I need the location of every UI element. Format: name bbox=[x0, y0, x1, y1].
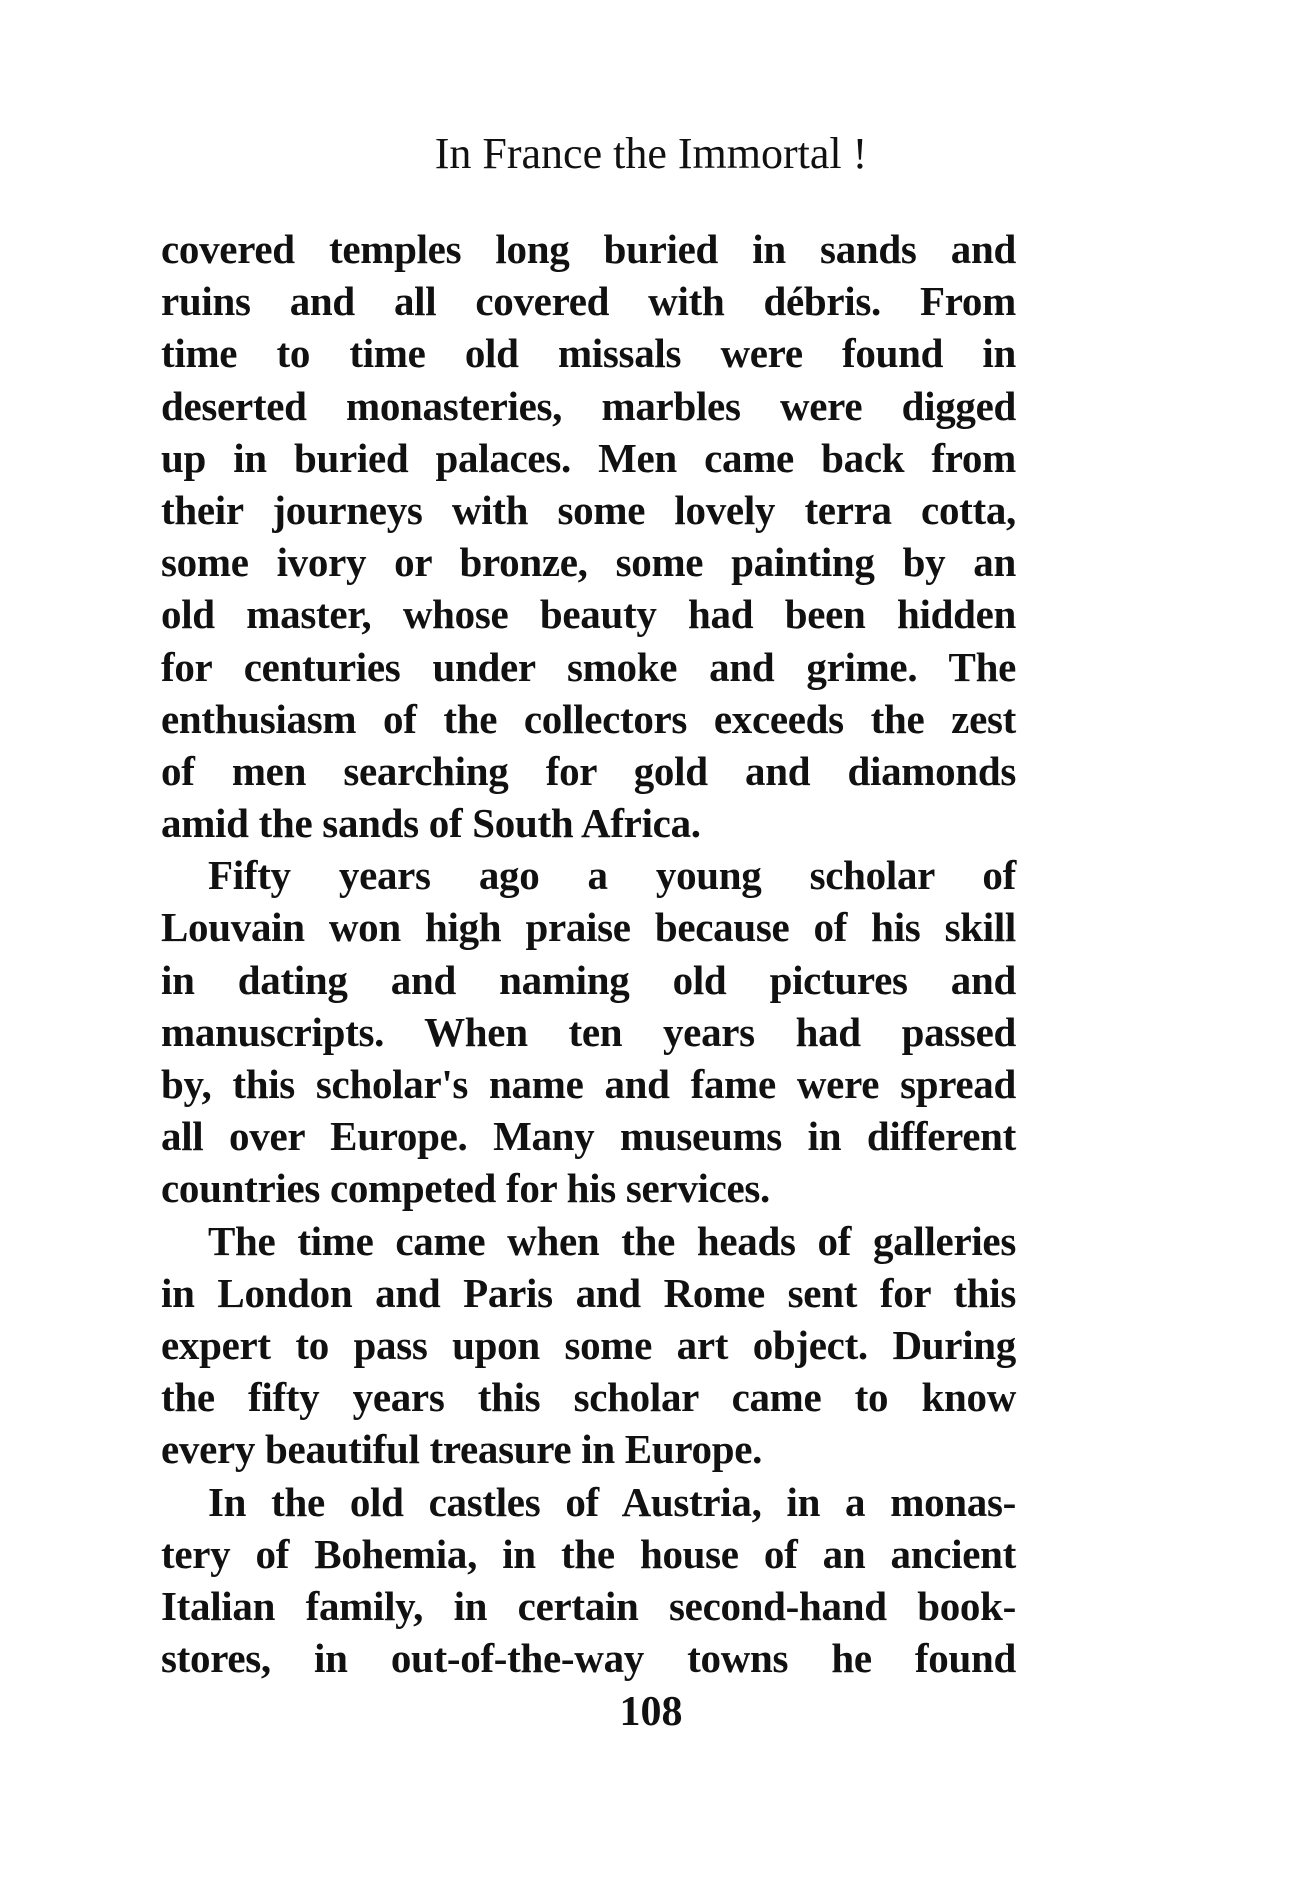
page-number: 108 bbox=[619, 1689, 683, 1735]
paragraph bbox=[161, 1476, 1016, 1685]
text-line: Louvain won high praise because of his skill bbox=[161, 904, 1016, 951]
running-head: In France the Immortal ! bbox=[434, 129, 868, 178]
text-line: the fifty years this scholar came to know bbox=[161, 1374, 1016, 1421]
paragraph bbox=[161, 223, 1016, 849]
text-line: tery of Bohemia, in the house of an ancient bbox=[161, 1530, 1016, 1577]
text-line: manuscripts. When ten years had passed bbox=[161, 1008, 1016, 1055]
text-line: by, this scholar's name and fame were spread bbox=[161, 1061, 1016, 1107]
paragraph bbox=[161, 1215, 1016, 1476]
text-line: time to time old missals were found in bbox=[161, 330, 1016, 377]
text-line: In the old castles of Austria, in a monas- bbox=[208, 1478, 1016, 1525]
text-line: for centuries under smoke and grime. The bbox=[161, 643, 1016, 690]
text-line: every beautiful treasure in Europe. bbox=[161, 1426, 763, 1473]
text-line: old master, whose beauty had been hidden bbox=[161, 591, 1016, 638]
text-line: in London and Paris and Rome sent for this bbox=[161, 1269, 1016, 1316]
text-line: their journeys with some lovely terra cotta, bbox=[161, 486, 1016, 533]
text-line: The time came when the heads of galleries bbox=[208, 1217, 1016, 1264]
text-line: expert to pass upon some art object. During bbox=[161, 1321, 1016, 1368]
text-line: deserted monasteries, marbles were digged bbox=[161, 382, 1016, 429]
text-line: countries competed for his services. bbox=[161, 1165, 771, 1212]
text-line: in dating and naming old pictures and bbox=[161, 956, 1016, 1003]
text-line: some ivory or bronze, some painting by an bbox=[161, 539, 1016, 586]
body-text bbox=[161, 223, 1016, 1684]
text-line: Fifty years ago a young scholar of bbox=[208, 852, 1016, 899]
paragraph bbox=[161, 849, 1016, 1214]
text-line: ruins and all covered with débris. From bbox=[161, 278, 1016, 325]
text-line: Italian family, in certain second-hand book- bbox=[161, 1582, 1016, 1629]
text-line: stores, in out-of-the-way towns he found bbox=[161, 1635, 1016, 1682]
text-line: of men searching for gold and diamonds bbox=[161, 747, 1016, 794]
text-line: amid the sands of South Africa. bbox=[161, 800, 701, 847]
text-line: enthusiasm of the collectors exceeds the zest bbox=[161, 695, 1016, 742]
text-line: all over Europe. Many museums in different bbox=[161, 1113, 1016, 1160]
text-line: up in buried palaces. Men came back from bbox=[161, 434, 1016, 481]
text-line: covered temples long buried in sands and bbox=[161, 226, 1016, 272]
